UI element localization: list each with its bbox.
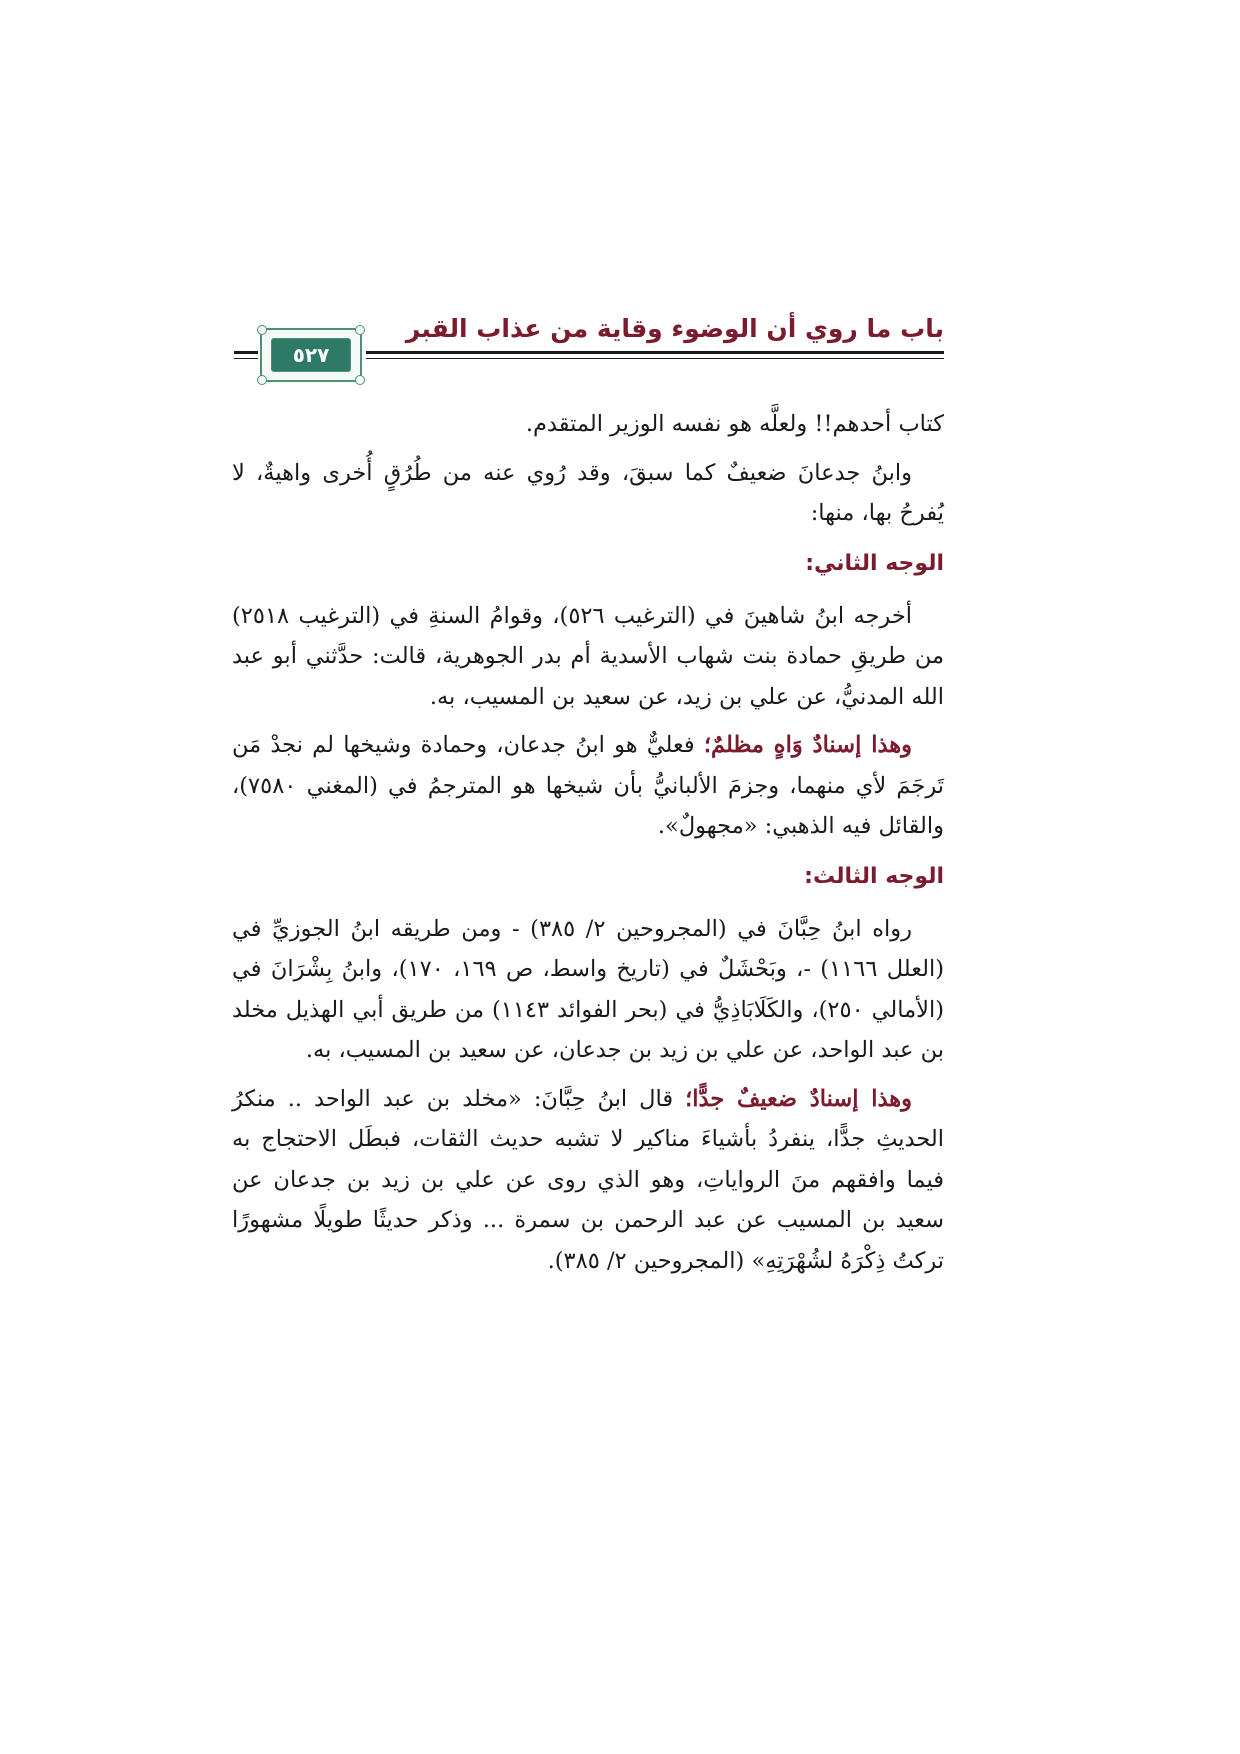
paragraph-text: فعليٌّ هو ابنُ جدعان، وحمادة وشيخها لم نجدْ مَن تَرجَمَ لأي منهما، وجزمَ الألبانيُّ بأن شيخها هو المترجمُ في (المغني ٧٥٨٠)، والقائل فيه الذهبي: «مجهولٌ». [232,732,944,839]
header-rule-thin [366,358,944,359]
running-header-title: باب ما روي أن الوضوء وقاية من عذاب القبر [405,314,944,343]
ornament-icon [355,375,365,385]
ornament-icon [355,325,365,335]
paragraph: كتاب أحدهم!! ولعلَّه هو نفسه الوزير المتقدم. [525,411,944,437]
ornament-icon [257,375,267,385]
verdict-phrase: وهذا إسنادٌ ضعيفٌ جدًّا؛ [685,1085,912,1112]
paragraph [232,725,944,847]
section-heading: الوجه الثاني: [805,550,944,576]
section-heading: الوجه الثالث: [804,863,944,889]
paragraph [232,1079,944,1282]
verdict-phrase: وهذا إسنادٌ وَاهٍ مظلمٌ؛ [703,732,912,758]
paragraph: رواه ابنُ حِبَّانَ في (المجروحين ٢/ ٣٨٥) - ومن طريقه ابنُ الجوزيِّ في (العلل ١١٦٦) -، وبَحْشَلٌ في (تاريخ واسط، ص ١٦٩، ١٧٠)، وابنُ بِشْرَانَ في (الأمالي ٢٥٠)، والكَلَابَاذِيُّ في (بحر الفوائد ١١٤٣) من طريق أبي الهذيل مخلد بن عبد الواحد، عن علي بن زيد بن جدعان، عن سعيد بن المسيب، به. [232,915,945,1063]
header-rule-left-thin [234,358,258,359]
header-rule [366,351,944,354]
paragraph: أخرجه ابنُ شاهينَ في (الترغيب ٥٢٦)، وقوامُ السنةِ في (الترغيب ٢٥١٨) من طريقِ حمادة بنت شهاب الأسدية أم بدر الجوهرية، قالت: حدَّثني أبو عبد الله المدنيُّ، عن علي بن زيد، عن سعيد بن المسيب، به. [232,602,944,710]
page-body [232,404,944,1281]
page-number: ٥٢٧ [271,338,351,372]
ornament-icon [257,325,267,335]
paragraph: وابنُ جدعانَ ضعيفٌ كما سبقَ، وقد رُوي عنه من طُرُقٍ أُخرى واهيةٌ، لا يُفرحُ بها، منها: [232,459,944,526]
header-rule-left [234,351,258,354]
page-number-badge [260,328,362,382]
paragraph-text: قال ابنُ حِبَّانَ: «مخلد بن عبد الواحد .. منكرُ الحديثِ جدًّا، ينفردُ بأشياءَ مناكير لا تشبه حديث الثقات، فبطَل الاحتجاج به فيما وافقهم منَ الرواياتِ، وهو الذي روى عن علي بن زيد بن جدعان عن سعيد بن المسيب عن عبد الرحمن بن سمرة ... وذكر حديثًا طويلًا مشهورًا تركتُ ذِكْرَهُ لشُهْرَتِهِ» (المجروحين ٢/ ٣٨٥). [232,1085,944,1274]
